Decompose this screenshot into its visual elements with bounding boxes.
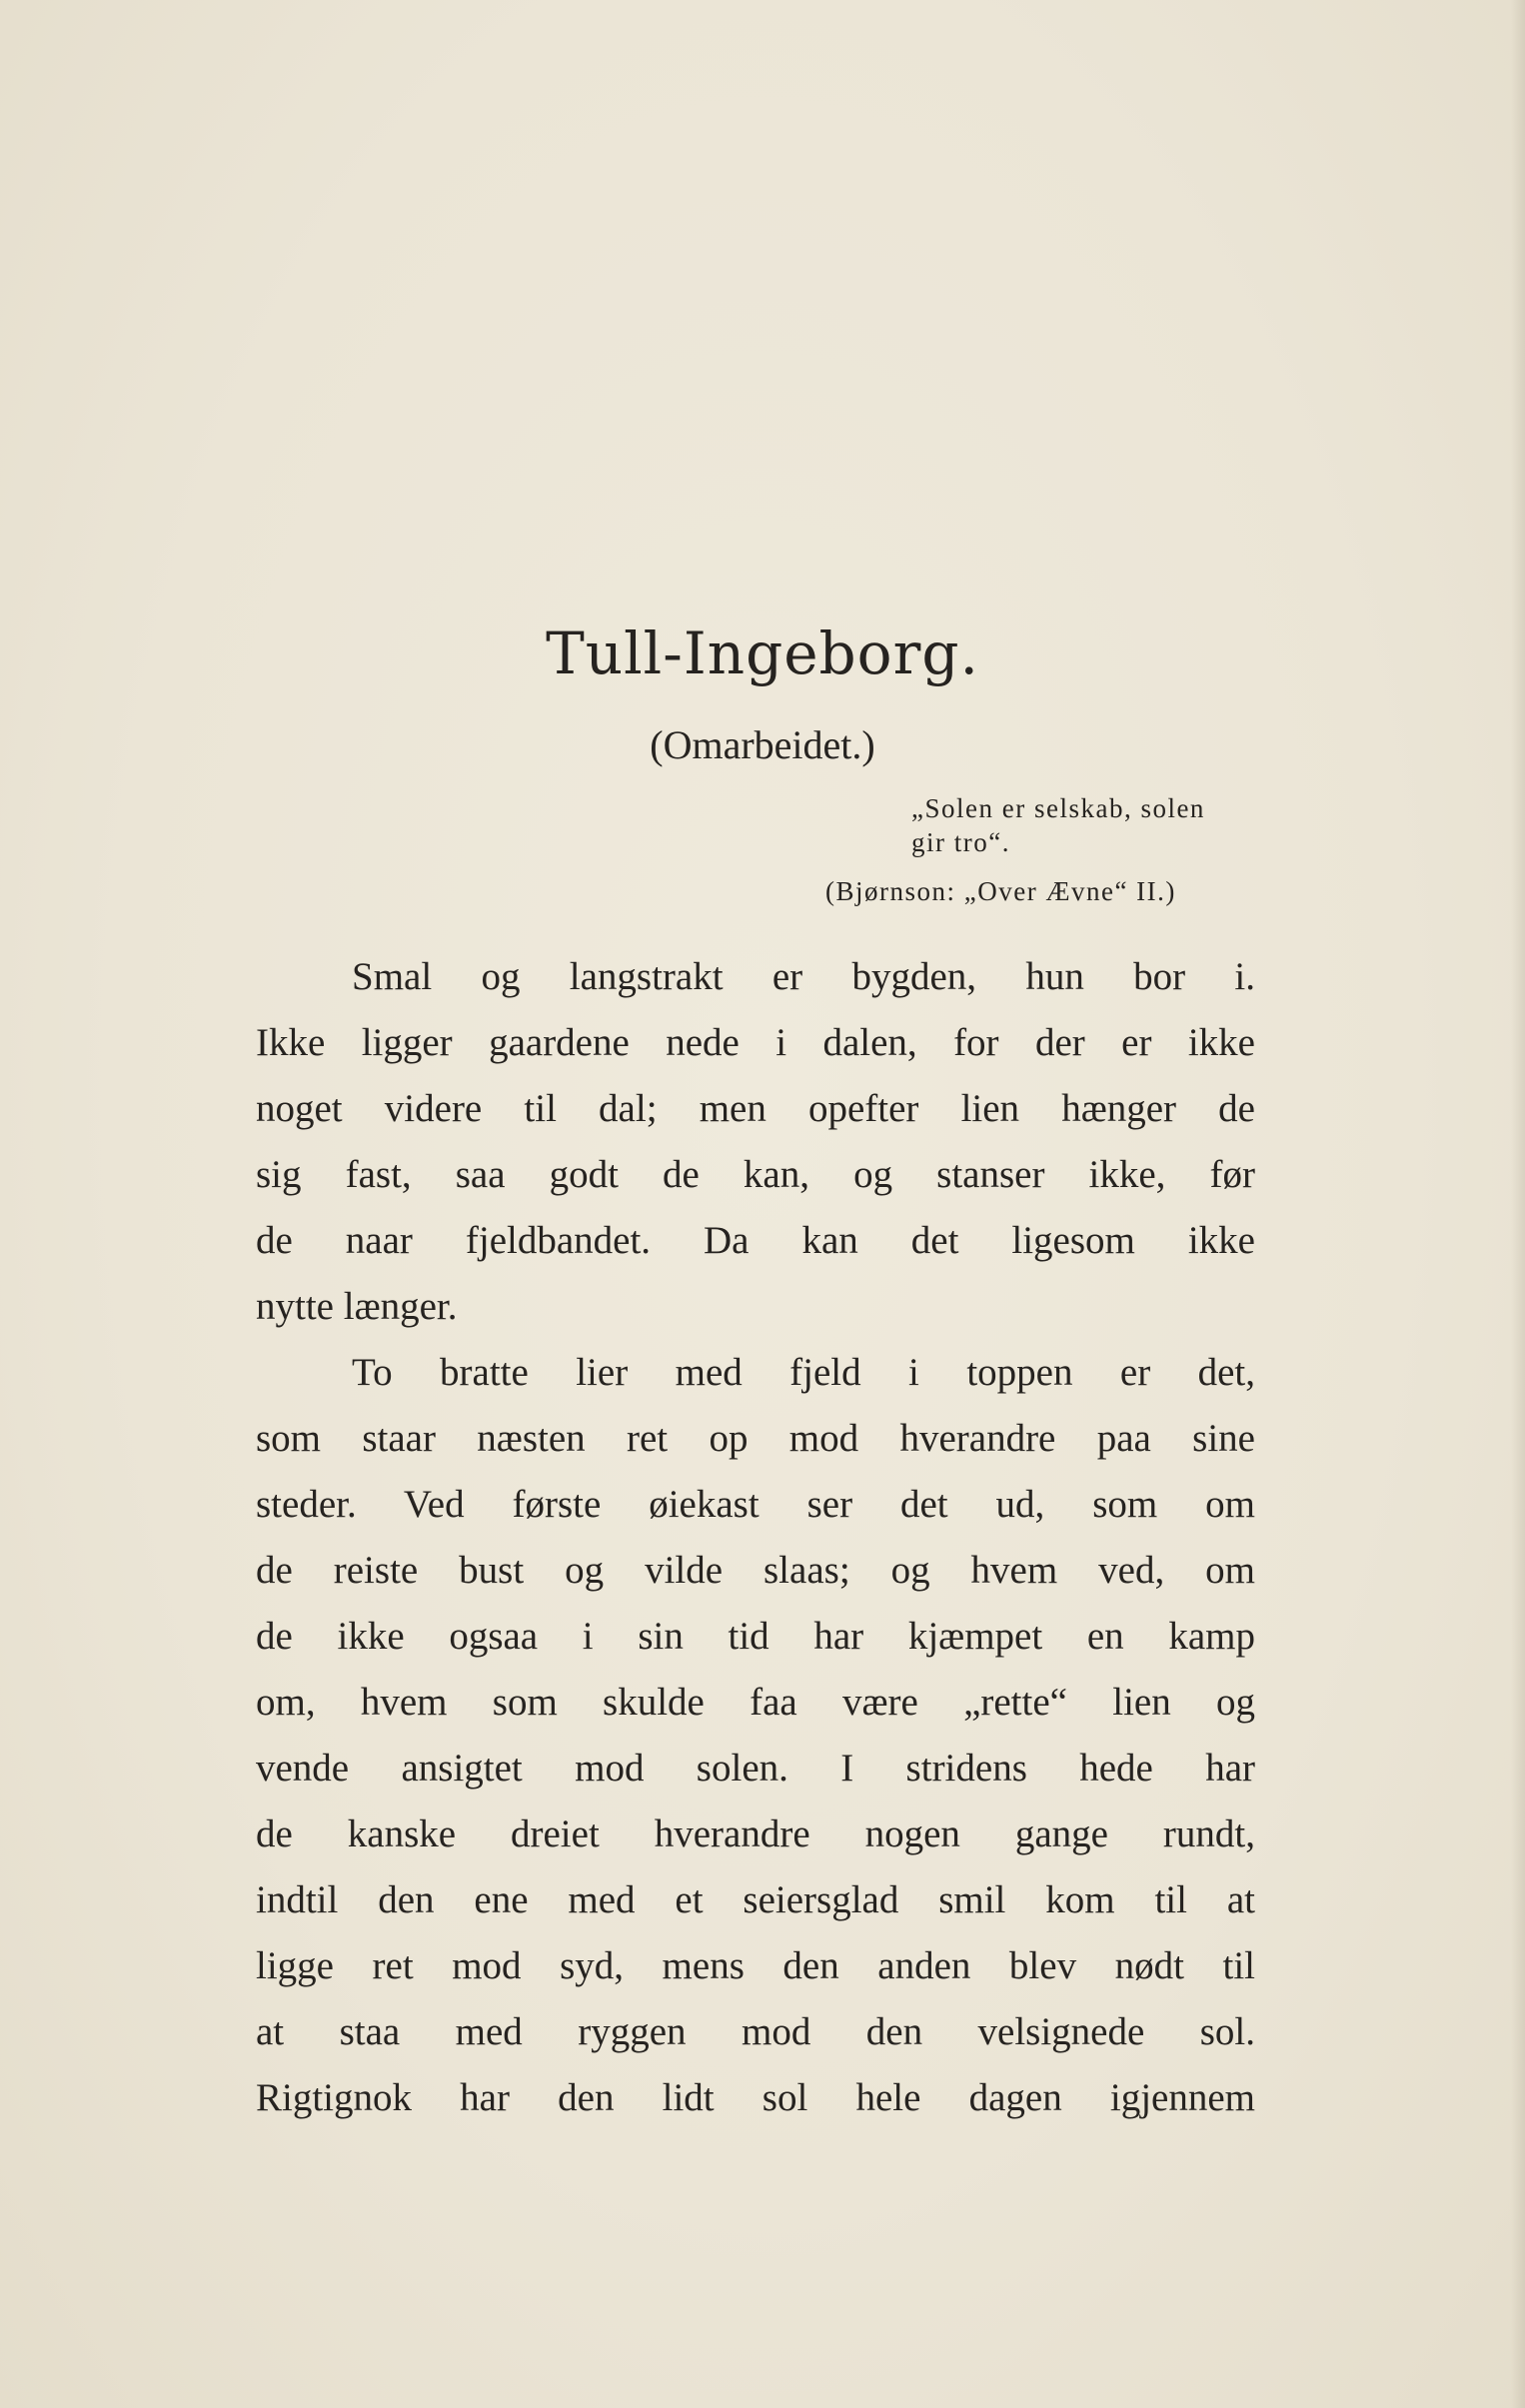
text-line: vende ansigtet mod solen. I stridens hede har xyxy=(256,1747,1255,1790)
text-line: steder. Ved første øiekast ser det ud, som om xyxy=(256,1483,1255,1526)
text-line: sig fast, saa godt de kan, og stanser ikke, før xyxy=(256,1153,1255,1196)
chapter-title: Tull-Ingeborg. xyxy=(546,619,979,687)
text-line: nytte længer. xyxy=(256,1285,458,1328)
text-line: Smal og langstrakt er bygden, hun bor i. xyxy=(352,955,1255,998)
text-line: om, hvem som skulde faa være „rette“ lien og xyxy=(256,1681,1255,1724)
epigraph-line: gir tro“. xyxy=(911,827,1010,857)
text-line: indtil den ene med et seiersglad smil kom til at xyxy=(256,1878,1255,1921)
text-line: noget videre til dal; men opefter lien hænger de xyxy=(256,1087,1255,1130)
text-line: som staar næsten ret op mod hverandre paa sine xyxy=(256,1417,1255,1460)
text-line: de naar fjeldbandet. Da kan det ligesom ikke xyxy=(256,1219,1255,1262)
text-line: To bratte lier med fjeld i toppen er det, xyxy=(352,1351,1255,1394)
page-edge-shadow xyxy=(1511,0,1525,2408)
text-line: at staa med ryggen mod den velsignede sol. xyxy=(256,2010,1255,2053)
text-line: de reiste bust og vilde slaas; og hvem ved, om xyxy=(256,1549,1255,1592)
text-line: de ikke ogsaa i sin tid har kjæmpet en kamp xyxy=(256,1615,1255,1658)
text-line: de kanske dreiet hverandre nogen gange rundt, xyxy=(256,1812,1255,1855)
epigraph-attribution: (Bjørnson: „Over Ævne“ II.) xyxy=(825,876,1176,906)
text-line: Ikke ligger gaardene nede i dalen, for der er ikke xyxy=(256,1021,1255,1064)
text-line: Rigtignok har den lidt sol hele dagen igjennem xyxy=(256,2076,1255,2119)
chapter-subtitle: (Omarbeidet.) xyxy=(650,722,875,767)
epigraph-line: „Solen er selskab, solen xyxy=(911,793,1205,823)
text-line: ligge ret mod syd, mens den anden blev nødt til xyxy=(256,1944,1255,1987)
